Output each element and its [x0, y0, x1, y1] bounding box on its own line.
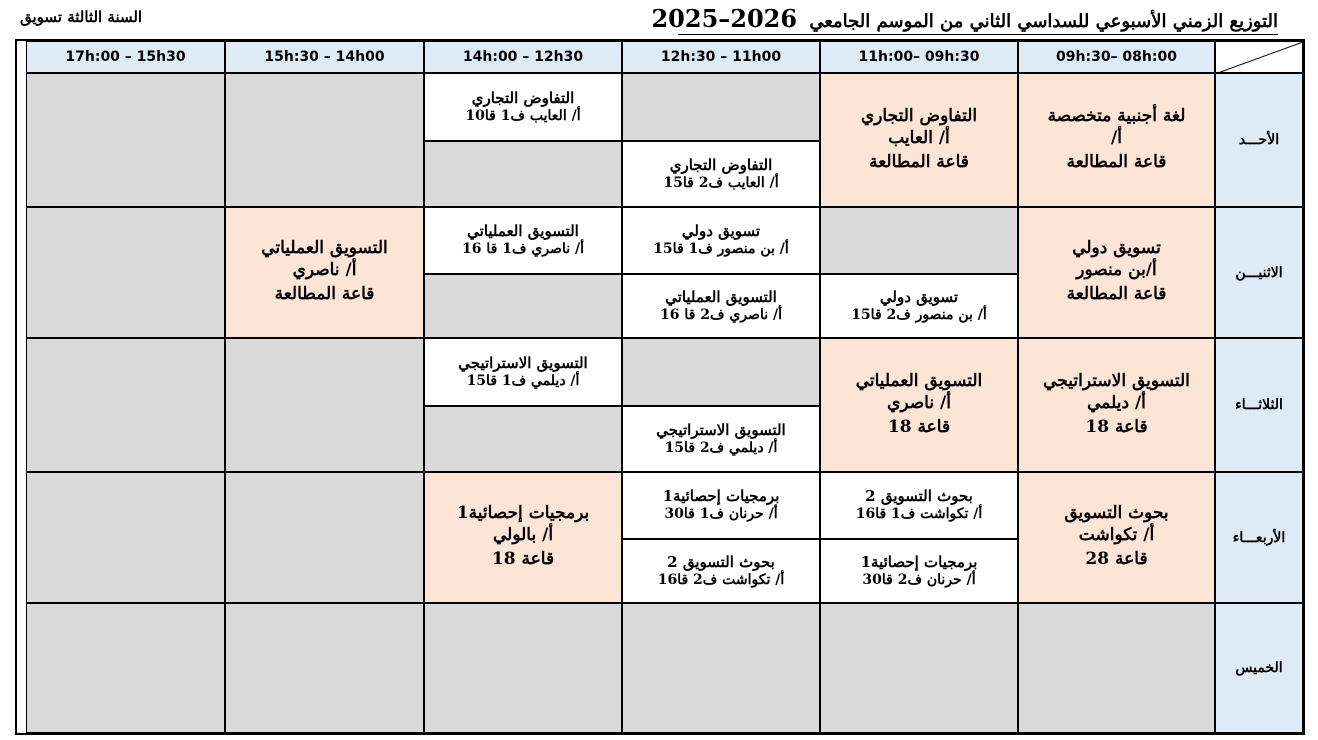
lecture-course: بحوث التسويق	[1064, 503, 1169, 524]
lecture-teacher: أ/ بالولي	[492, 525, 554, 546]
lecture-teacher: أ/ تكواشت	[1078, 525, 1155, 546]
lecture-slot	[225, 207, 424, 338]
tutorial-slot-bottom	[622, 141, 820, 207]
empty-slot	[225, 603, 424, 733]
year-label: السنة الثالثة تسويق	[20, 8, 143, 26]
empty-slot	[26, 472, 225, 603]
day-label: الخميس	[1215, 603, 1303, 733]
lecture-slot	[1018, 338, 1215, 472]
empty-half-slot	[622, 73, 820, 141]
tutorial-slot-top	[622, 472, 820, 539]
lecture-course: التفاوض التجاري	[860, 105, 978, 126]
lecture-course: تسويق دولي	[1072, 238, 1161, 259]
lecture-slot	[1018, 73, 1215, 207]
empty-slot	[225, 73, 424, 207]
tutorial-course: التسويق العملياتي	[665, 287, 777, 306]
tutorial-course: التفاوض التجاري	[669, 155, 773, 174]
tutorial-teacher: أ/ حرنان ف2 قا30	[862, 571, 976, 588]
tutorial-slot-bottom	[622, 539, 820, 603]
lecture-room: قاعة المطالعة	[1066, 284, 1167, 305]
lecture-teacher: أ/	[1111, 127, 1122, 148]
tutorial-course: بحوث التسويق 2	[865, 487, 973, 506]
empty-slot	[424, 603, 622, 733]
lecture-room: قاعة المطالعة	[274, 284, 375, 305]
tutorial-teacher: أ/ العايب ف1 قا10	[465, 107, 581, 124]
tutorial-teacher: أ/ ناصري ف1 قا 16	[462, 241, 584, 258]
time-header: 12h:30 – 11h00	[622, 41, 820, 73]
empty-half-slot	[424, 274, 622, 338]
lecture-course: التسويق الاستراتيجي	[1043, 370, 1190, 391]
lecture-room: قاعة المطالعة	[869, 151, 969, 172]
tutorial-slot-bottom	[622, 274, 820, 338]
corner-cell	[1215, 41, 1303, 73]
empty-slot	[26, 603, 225, 733]
time-header: 15h:30 – 14h00	[225, 41, 424, 73]
empty-slot	[820, 603, 1018, 733]
lecture-course: التسويق العملياتي	[855, 370, 983, 391]
tutorial-slot-top	[424, 73, 622, 141]
lecture-teacher: أ/ ديلمي	[1087, 392, 1146, 413]
title-years: 2026–2025	[651, 4, 798, 33]
lecture-room: قاعة 18	[491, 549, 555, 570]
day-label: الأربعـــاء	[1215, 472, 1303, 603]
tutorial-course: التسويق الاستراتيجي	[458, 353, 588, 372]
lecture-slot	[820, 73, 1018, 207]
tutorial-slot-bottom	[820, 274, 1018, 338]
empty-slot	[225, 472, 424, 603]
empty-half-slot	[424, 406, 622, 472]
day-label: الثلاثـــاء	[1215, 338, 1303, 472]
lecture-slot	[820, 338, 1018, 472]
tutorial-teacher: أ/ العايب ف2 قا15	[663, 174, 779, 191]
empty-slot	[1018, 603, 1215, 733]
tutorial-course: التسويق الاستراتيجي	[656, 420, 786, 439]
tutorial-teacher: أ/ بن منصور ف2 قا15	[851, 306, 987, 323]
lecture-teacher: أ/ ناصري	[292, 260, 357, 281]
lecture-room: قاعة 28	[1085, 549, 1148, 570]
tutorial-teacher: أ/ تكواشت ف1 قا16	[855, 506, 983, 523]
tutorial-course: برمجيات إحصائية1	[662, 487, 780, 506]
time-header: 11h:00– 09h:30	[820, 41, 1018, 73]
tutorial-teacher: أ/ بن منصور ف1 قا15	[653, 241, 789, 258]
lecture-room: قاعة 18	[887, 416, 951, 437]
time-header: 14h:00 – 12h30	[424, 41, 622, 73]
lecture-slot	[424, 472, 622, 603]
empty-half-slot	[820, 207, 1018, 274]
lecture-teacher: أ/بن منصور	[1076, 260, 1157, 281]
empty-slot	[622, 603, 820, 733]
lecture-slot	[1018, 207, 1215, 338]
tutorial-teacher: أ/ حرنان ف1 قا30	[664, 506, 778, 523]
empty-half-slot	[622, 338, 820, 406]
lecture-course: برمجيات إحصائية1	[456, 503, 590, 524]
tutorial-course: تسويق دولي	[681, 222, 761, 241]
tutorial-teacher: أ/ ناصري ف2 قا 16	[660, 306, 782, 323]
empty-slot	[26, 207, 225, 338]
timetable-grid	[15, 39, 1305, 735]
tutorial-course: بحوث التسويق 2	[667, 552, 775, 571]
empty-slot	[26, 338, 225, 472]
empty-slot	[26, 73, 225, 207]
corner-diagonal	[1215, 42, 1303, 72]
tutorial-course: برمجيات إحصائية1	[860, 552, 978, 571]
tutorial-slot-top	[424, 207, 622, 274]
tutorial-slot-top	[820, 472, 1018, 539]
lecture-course: لغة أجنبية متخصصة	[1047, 105, 1186, 126]
tutorial-course: تسويق دولي	[879, 287, 959, 306]
tutorial-slot-top	[424, 338, 622, 406]
tutorial-slot-top	[622, 207, 820, 274]
tutorial-teacher: أ/ ديلمي ف1 قا15	[466, 372, 580, 389]
day-label: الاثنيـــن	[1215, 207, 1303, 338]
tutorial-teacher: أ/ ديلمي ف2 قا15	[664, 439, 778, 456]
time-header: 17h:00 – 15h30	[26, 41, 225, 73]
tutorial-teacher: أ/ تكواشت ف2 قا16	[657, 571, 785, 588]
tutorial-slot-bottom	[622, 406, 820, 472]
lecture-room: قاعة المطالعة	[1066, 151, 1167, 172]
lecture-teacher: أ/ العايب	[888, 127, 950, 148]
time-header: 09h:30– 08h:00	[1018, 41, 1215, 73]
lecture-room: قاعة 18	[1085, 416, 1148, 437]
title-text: التوزيع الزمني الأسبوعي للسداسي الثاني من الموسم الجامعي	[809, 11, 1278, 32]
page-title	[651, 4, 1278, 35]
lecture-course: التسويق العملياتي	[261, 238, 388, 259]
lecture-slot	[1018, 472, 1215, 603]
tutorial-slot-bottom	[820, 539, 1018, 603]
day-label: الأحـــد	[1215, 73, 1303, 207]
empty-half-slot	[424, 141, 622, 207]
tutorial-course: التسويق العملياتي	[467, 222, 579, 241]
lecture-teacher: أ/ ناصري	[887, 392, 951, 413]
tutorial-course: التفاوض التجاري	[471, 88, 575, 107]
empty-slot	[225, 338, 424, 472]
